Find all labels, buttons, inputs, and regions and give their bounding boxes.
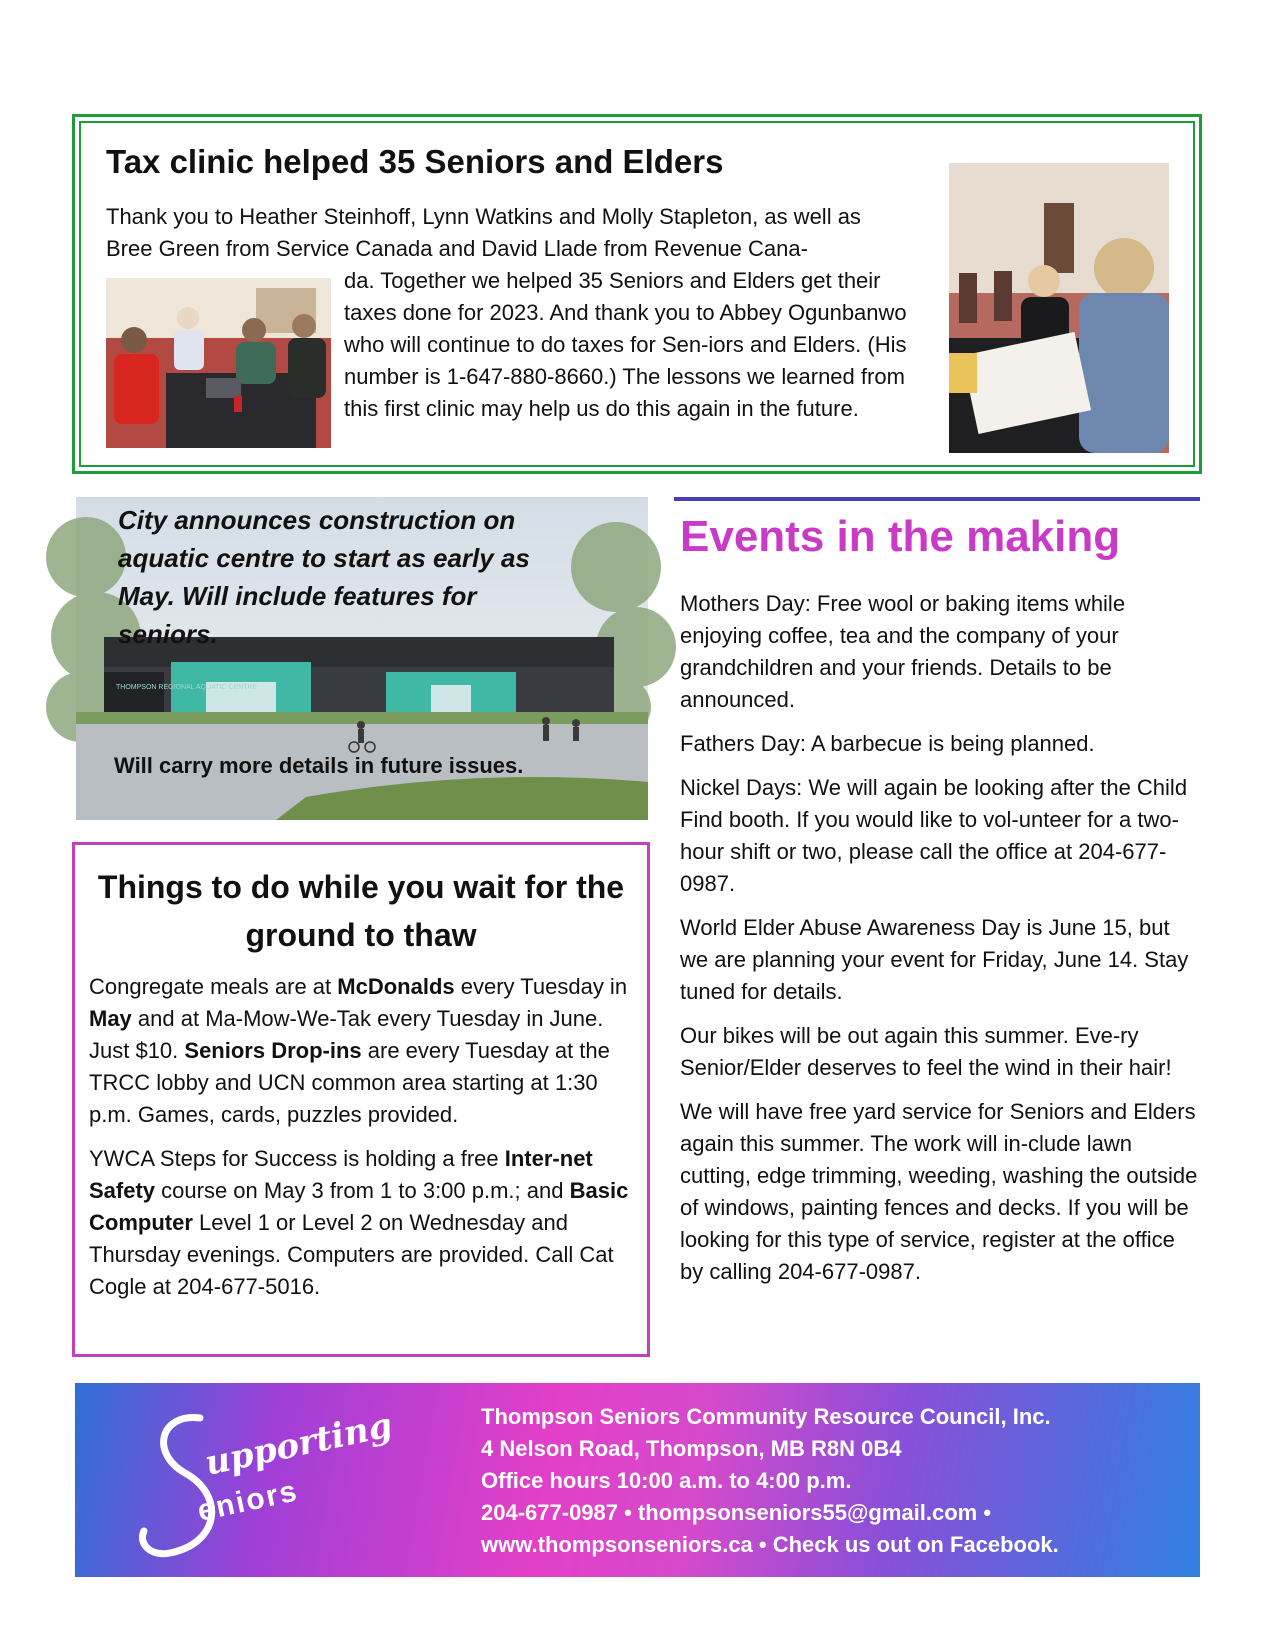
supporting-seniors-logo <box>130 1403 396 1563</box>
tax-clinic-photo-reading <box>949 163 1169 453</box>
congregate-meals-paragraph <box>89 971 633 1131</box>
bold-run: Seniors Drop-ins <box>184 1038 362 1063</box>
event-mothers-day: Mothers Day: Free wool or baking items while enjoying coffee, tea and the company of your grandchildren and your friends. Details to be announced. <box>680 591 1126 712</box>
bold-run: Inter-net Safety <box>89 1146 593 1203</box>
aquatic-centre-feature <box>76 497 648 820</box>
svg-text:eniors: eniors <box>194 1474 302 1528</box>
bold-run: Basic Computer <box>89 1178 629 1235</box>
tax-clinic-title: Tax clinic helped 35 Seniors and Elders <box>106 143 724 180</box>
ywca-paragraph <box>89 1143 633 1303</box>
text-run: Level 1 or Level 2 on Wednesday and Thursday evenings. Computers are provided. Call Cat Cogle at 204-677-5016. <box>89 1210 614 1299</box>
bold-run: May <box>89 1006 132 1031</box>
tax-clinic-text-top: Thank you to Heather Steinhoff, Lynn Watkins and Molly Stapleton, as well as Bree Green from Service Canada and David Llade from Revenue Cana- <box>106 204 861 261</box>
address: 4 Nelson Road, Thompson, MB R8N 0B4 <box>481 1436 902 1461</box>
building-sign: THOMPSON REGIONAL AQUATIC CENTRE <box>116 684 258 691</box>
event-bikes: Our bikes will be out again this summer. Eve-ry Senior/Elder deserves to feel the wind in their hair! <box>680 1023 1172 1080</box>
aquatic-centre-headline: City announces construction on aquatic centre to start as early as May. Will include features for seniors. <box>118 505 530 649</box>
text-run: Congregate meals are at <box>89 974 338 999</box>
events-list <box>680 588 1200 1300</box>
website-line[interactable]: www.thompsonseniors.ca • Check us out on Facebook. <box>481 1532 1059 1557</box>
things-to-do-box <box>72 842 650 1357</box>
footer-banner <box>75 1383 1200 1577</box>
text-run: are every Tuesday at the TRCC lobby and UCN common area starting at 1:30 p.m. Games, cards, puzzles provided. <box>89 1038 610 1127</box>
office-hours: Office hours 10:00 a.m. to 4:00 p.m. <box>481 1468 852 1493</box>
footer-contact-block <box>481 1401 1181 1561</box>
text-run: every Tuesday in <box>454 974 628 999</box>
tax-clinic-box <box>72 114 1202 474</box>
text-run: and at Ma-Mow-We-Tak every Tuesday in June. Just $10. <box>89 1006 604 1063</box>
aquatic-centre-caption: Will carry more details in future issues. <box>114 753 524 778</box>
event-fathers-day: Fathers Day: A barbecue is being planned. <box>680 731 1095 756</box>
event-nickel-days: Nickel Days: We will again be looking after the Child Find booth. If you would like to vol-unteer for a two-hour shift or two, please call the office at 204-677-0987. <box>680 775 1188 896</box>
svg-text:upporting: upporting <box>201 1405 396 1484</box>
contact-line[interactable]: 204-677-0987 • thompsonseniors55@gmail.com • <box>481 1500 992 1525</box>
event-elder-abuse-day: World Elder Abuse Awareness Day is June 15, but we are planning your event for Friday, June 14. Stay tuned for details. <box>680 915 1189 1004</box>
events-divider <box>674 497 1200 501</box>
events-title: Events in the making <box>680 512 1121 561</box>
tax-clinic-text-continued: da. Together we helped 35 Seniors and Elders get their taxes done for 2023. And thank you to Abbey Ogunbanwo who will continue to do taxes for Sen-iors and Elders. (His number is 1-647-880-8660.) The lessons we learned from this first clinic may help us do this again in the future. <box>344 268 907 421</box>
tax-clinic-inner-frame <box>79 121 1195 467</box>
text-run: course on May 3 from 1 to 3:00 p.m.; and <box>155 1178 570 1203</box>
org-name: Thompson Seniors Community Resource Council, Inc. <box>481 1404 1051 1429</box>
text-run: YWCA Steps for Success is holding a free <box>89 1146 505 1171</box>
tax-clinic-photo-volunteers <box>106 278 331 448</box>
bold-run: McDonalds <box>337 974 455 999</box>
event-yard-service: We will have free yard service for Seniors and Elders again this summer. The work will in-clude lawn cutting, edge trimming, weeding, washing the outside of windows, painting fences and decks. If you will be looking for this type of service, register at the office by calling 204-677-0987. <box>680 1099 1198 1284</box>
things-to-do-title: Things to do while you wait for the ground to thaw <box>97 869 625 953</box>
